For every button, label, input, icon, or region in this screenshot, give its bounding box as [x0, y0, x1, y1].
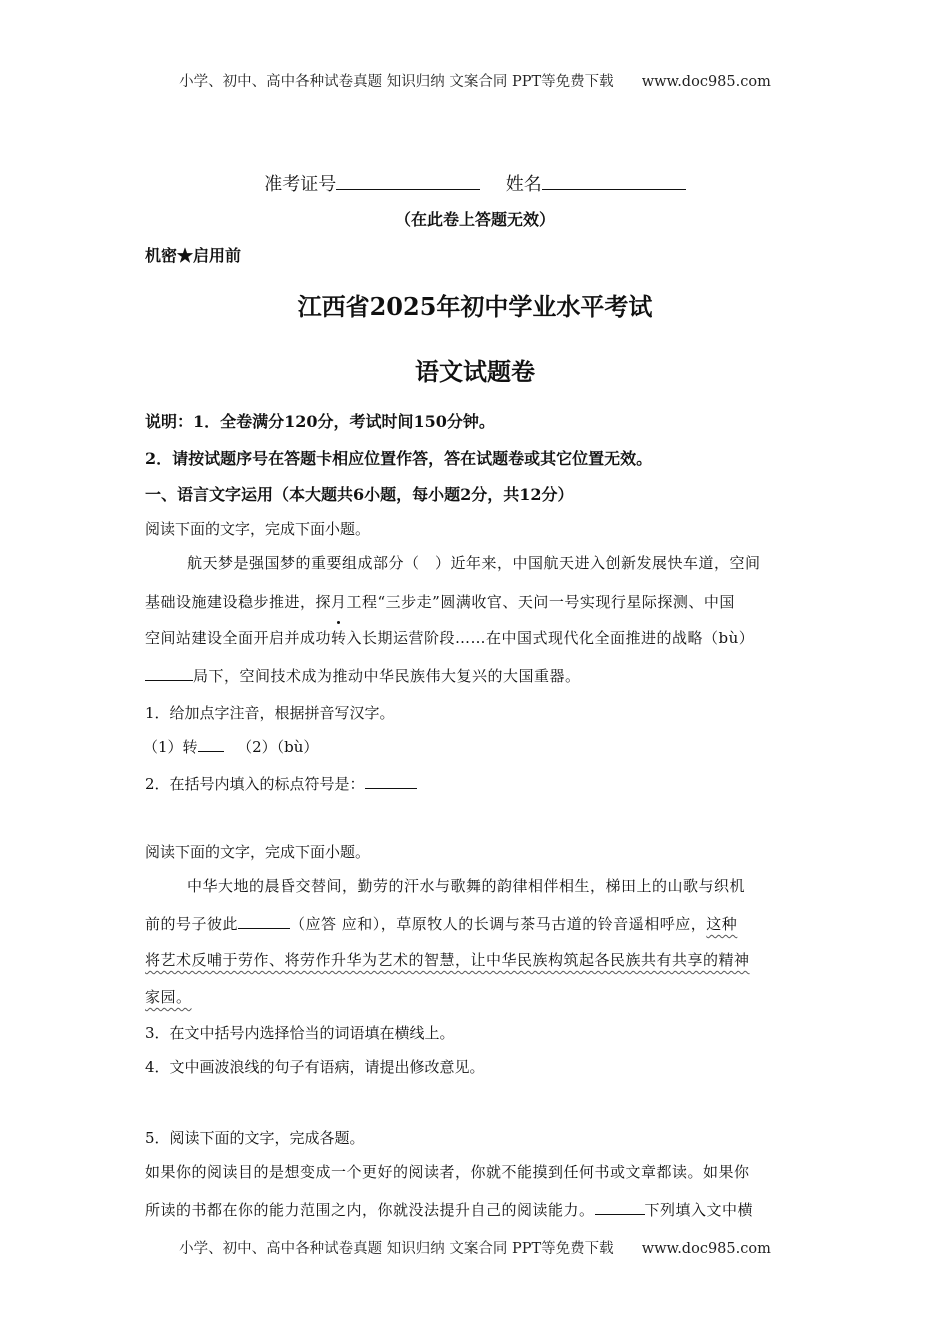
answer-blank-bu	[145, 664, 193, 681]
passage-1-line-3	[145, 627, 754, 648]
passage-1-line-4-text: 局下，空间技术成为推动中华民族伟大复兴的大国重器。	[193, 667, 581, 685]
candidate-name-label: 姓名	[505, 174, 542, 195]
answer-blank-yinghe	[238, 912, 290, 929]
instruction-line-2: 2．请按试题序号在答题卡相应位置作答，答在试题卷或其它位置无效。	[145, 449, 653, 468]
question-1-subitems	[143, 735, 318, 757]
dotted-character: 转	[331, 629, 347, 647]
question-2-blank	[365, 772, 417, 789]
page-footer	[0, 1237, 950, 1258]
passage-3-line-2a: 所读的书都在你的能力范围之内，你就没法提升自己的阅读能力。	[145, 1201, 595, 1219]
question-5: 5．阅读下面的文字，完成各题。	[145, 1129, 365, 1147]
exam-subtitle: 语文试题卷	[415, 357, 535, 386]
q1-sub-b: （2）（bù）	[237, 738, 319, 756]
passage-1-line-4	[145, 664, 581, 686]
secret-label: 机密★启用前	[145, 246, 242, 265]
passage-2-line-3	[145, 949, 750, 970]
wavy-sentence-end: 家园。	[145, 988, 192, 1006]
passage-1-line-2: 基础设施建设稳步推进，探月工程“三步走”圆满收官、天问一号实现行星际探测、中国	[145, 593, 735, 611]
answer-notice: （在此卷上答题无效）	[394, 210, 555, 229]
exam-title: 江西省2025年初中学业水平考试	[297, 292, 653, 321]
header-site: www.doc985.com	[641, 74, 771, 90]
footer-text: 小学、初中、高中各种试卷真题 知识归纳 文案合同 PPT等免费下载	[179, 1241, 614, 1257]
passage-1-line-3a: 空间站建设全面开启并成功	[145, 629, 332, 647]
question-1: 1．给加点字注音，根据拼音写汉字。	[145, 704, 395, 722]
passage-2-line-1: 中华大地的晨昏交替间，勤劳的汗水与歌舞的韵律相伴相生，梯田上的山歌与织机	[187, 877, 746, 895]
passage-3-line-2b: 下列填入文中横	[644, 1201, 754, 1219]
passage-3-line-1: 如果你的阅读目的是想变成一个更好的阅读者，你就不能摸到任何书或文章都读。如果你	[145, 1163, 750, 1181]
reading-intro-1: 阅读下面的文字，完成下面小题。	[145, 520, 371, 538]
candidate-info	[0, 170, 950, 196]
passage-1-line-1: 航天梦是强国梦的重要组成部分（ ）近年来，中国航天进入创新发展快车道，空间	[187, 554, 761, 572]
footer-site: www.doc985.com	[641, 1241, 771, 1257]
question-2-text: 2．在括号内填入的标点符号是：	[145, 775, 365, 793]
wavy-sentence-start: 这种	[706, 915, 738, 933]
question-2	[145, 772, 417, 794]
wavy-sentence-middle: 将艺术反哺于劳作、将劳作升华为艺术的智慧，让中华民族构筑起各民族共有共享的精神	[145, 951, 750, 969]
section-1-heading: 一、语言文字运用（本大题共6小题，每小题2分，共12分）	[145, 485, 574, 504]
reading-intro-2: 阅读下面的文字，完成下面小题。	[145, 843, 371, 861]
candidate-id-blank	[336, 173, 480, 190]
passage-2-line-2b: （应答 应和），草原牧人的长调与茶马古道的铃音遥相呼应，	[290, 915, 707, 933]
passage-2-line-2	[145, 912, 737, 934]
q1-sub-a: （1）转	[143, 738, 198, 756]
passage-2-line-4	[145, 986, 192, 1007]
instruction-line-1: 说明：1．全卷满分120分，考试时间150分钟。	[145, 412, 495, 431]
candidate-id-label: 准考证号	[264, 174, 337, 195]
candidate-name-blank	[542, 173, 686, 190]
passage-1-line-3b: 入长期运营阶段……在中国式现代化全面推进的战略（bù）	[346, 629, 755, 647]
q1-sub-a-blank	[198, 735, 224, 752]
answer-blank-q5	[595, 1198, 645, 1215]
question-3: 3．在文中括号内选择恰当的词语填在横线上。	[145, 1024, 455, 1042]
header-text: 小学、初中、高中各种试卷真题 知识归纳 文案合同 PPT等免费下载	[179, 74, 614, 90]
passage-3-line-2	[145, 1198, 753, 1220]
question-4: 4．文中画波浪线的句子有语病，请提出修改意见。	[145, 1058, 485, 1076]
page-header	[0, 70, 950, 91]
passage-2-line-2a: 前的号子彼此	[145, 915, 239, 933]
